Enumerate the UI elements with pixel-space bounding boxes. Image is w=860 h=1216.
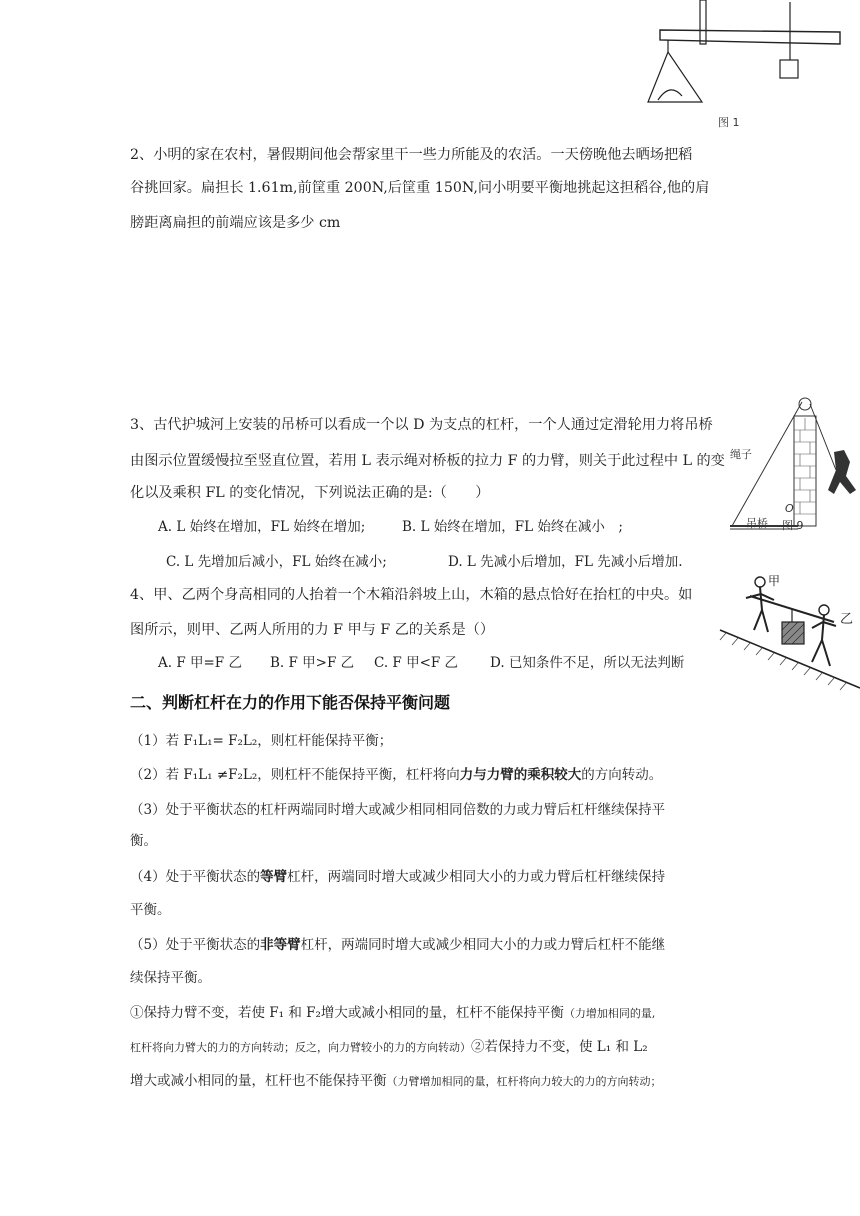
q3-line-1: 3、古代护城河上安装的吊桥可以看成一个以 D 为支点的杠杆，一个人通过定滑轮用力将吊桥 <box>130 417 713 433</box>
q3-option-b: B. L 始终在增加，FL 始终在减小 ; <box>402 519 623 535</box>
section-2-note-line-1 <box>130 998 730 1029</box>
q4-option-a: A. F 甲=F 乙 <box>158 655 242 671</box>
item-4-bold-text: 等臂 <box>260 869 288 885</box>
item-2-text-start: （2）若 F₁L₁ ≠F₂L₂，则杠杆不能保持平衡，杠杆将向 <box>130 767 460 783</box>
q4-line-2: 图所示，则甲、乙两人所用的力 F 甲与 F 乙的关系是（） <box>130 622 495 638</box>
section-2-item-2 <box>130 760 730 790</box>
section-2-note-line-3 <box>130 1066 730 1097</box>
q3-option-a: A. L 始终在增加，FL 始终在增加; <box>158 519 366 535</box>
q2-line-2: 谷挑回家。扁担长 1.61m,前筐重 200N,后筐重 150N,问小明要平衡地挑起这担稻谷,他的肩 <box>130 180 710 196</box>
item-5-bold-text: 非等臂 <box>260 937 301 953</box>
section-2-item-4-line-2: 平衡。 <box>130 902 171 918</box>
q4-line-1: 4、甲、乙两个身高相同的人抬着一个木箱沿斜坡上山，木箱的悬点恰好在抬杠的中央。如 <box>130 587 693 603</box>
q2-line-1: 2、小明的家在农村，暑假期间他会帮家里干一些力所能及的农活。一天傍晚他去晒场把稻 <box>130 147 693 163</box>
figure-label-jia: 甲 <box>768 574 781 588</box>
note-3-main-text: 增大或减小相同的量，杠杆也不能保持平衡 <box>130 1073 387 1089</box>
q4-option-c: C. F 甲<F 乙 <box>374 655 459 671</box>
figure-9-bridge-label: 吊桥 <box>746 517 768 530</box>
figure-9-caption: 图 9 <box>782 519 804 532</box>
section-2-item-4-line-1 <box>130 862 730 892</box>
figure-9-rope-label: 绳子 <box>730 448 752 461</box>
q4-option-b: B. F 甲>F 乙 <box>270 655 355 671</box>
item-2-text-end: 的方向转动。 <box>581 767 663 783</box>
note-1-small-text: （力增加相同的量, <box>563 1007 656 1020</box>
q2-line-3: 膀距离扁担的前端应该是多少 cm <box>130 215 341 231</box>
item-4-text-end: 杠杆，两端同时增大或减少相同大小的力或力臂后杠杆继续保持 <box>287 869 666 885</box>
figure-9-pivot-label: O <box>785 502 794 515</box>
section-2-item-3-line-2: 衡。 <box>130 833 157 849</box>
item-5-text-start: （5）处于平衡状态的 <box>130 937 261 953</box>
q3-line-2: 由图示位置缓慢拉至竖直位置，若用 L 表示绳对桥板的拉力 F 的力臂，则关于此过程中 L 的变 <box>130 453 725 469</box>
note-2-small-text: 杠杆将向力臂大的力的方向转动；反之，向力臂较小的力的方向转动） <box>130 1041 471 1054</box>
figure-1-caption: 图 1 <box>718 116 740 129</box>
section-2-item-5-line-1 <box>130 930 730 960</box>
figure-1-steelyard-diagram <box>640 0 860 110</box>
section-2-item-5-line-2: 续保持平衡。 <box>130 970 211 986</box>
section-2-heading: 二、判断杠杆在力的作用下能否保持平衡问题 <box>130 693 451 712</box>
note-2-main-text: ②若保持力不变，使 L₁ 和 L₂ <box>471 1039 648 1055</box>
q4-option-d: D. 已知条件不足，所以无法判断 <box>490 655 685 671</box>
section-2-item-3-line-1: （3）处于平衡状态的杠杆两端同时增大或减少相同相同倍数的力或力臂后杠杆继续保持平 <box>130 802 666 818</box>
q3-option-c: C. L 先增加后减小，FL 始终在减小; <box>166 554 387 570</box>
section-2-note-line-2 <box>130 1032 730 1063</box>
q3-line-3: 化以及乘积 FL 的变化情况，下列说法正确的是:（ ） <box>130 485 490 501</box>
item-2-bold-text: 力与力臂的乘积较大 <box>459 767 582 783</box>
item-4-text-start: （4）处于平衡状态的 <box>130 869 261 885</box>
note-1-main-text: ①保持力臂不变，若使 F₁ 和 F₂增大或减小相同的量，杠杆不能保持平衡 <box>130 1005 564 1021</box>
note-3-small-text: （力臂增加相同的量，杠杆将向力较大的力的方向转动； <box>386 1075 662 1088</box>
q3-option-d: D. L 先减小后增加，FL 先减小后增加. <box>448 554 683 570</box>
figure-label-yi: 乙 <box>840 612 854 627</box>
section-2-item-1: （1）若 F₁L₁= F₂L₂，则杠杆能保持平衡； <box>130 733 393 749</box>
item-5-text-end: 杠杆，两端同时增大或减少相同大小的力或力臂后杠杆不能继 <box>300 937 666 953</box>
figure-carrying-box-slope-diagram <box>716 570 860 694</box>
